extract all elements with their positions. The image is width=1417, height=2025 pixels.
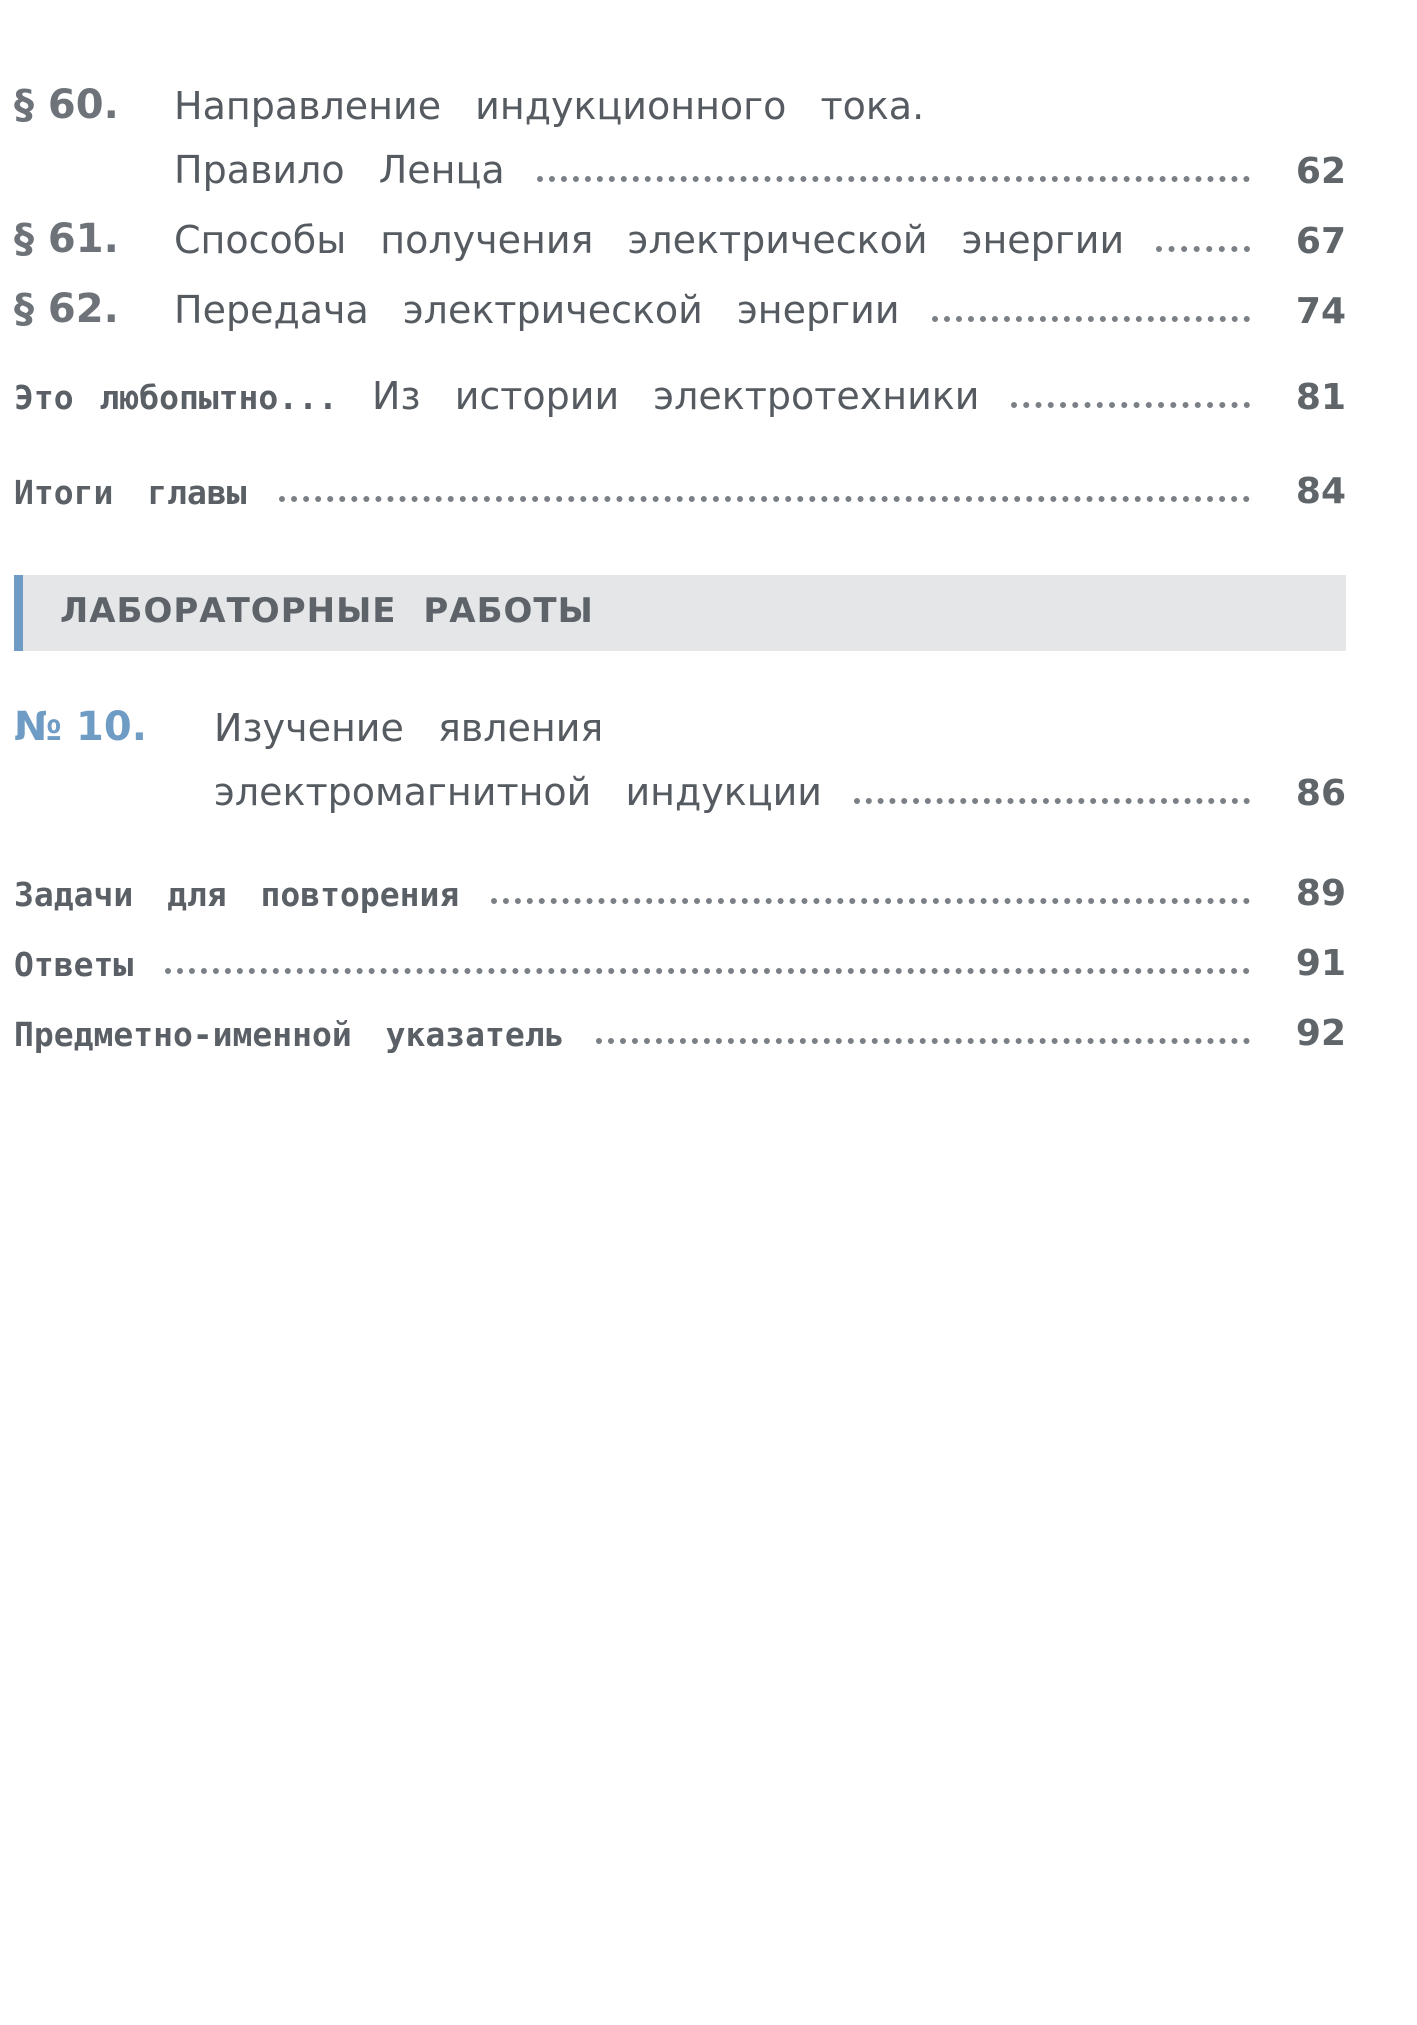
page-number: 74 [1295,291,1346,332]
toc-entry-lab-10[interactable] [14,692,1346,750]
toc-entry-curious[interactable] [14,332,1346,418]
curious-lead: Это любопытно... [14,378,338,417]
curious-topic: Из истории электротехники [371,374,980,418]
dot-leader [279,495,1250,502]
extra-title: Ответы [14,945,134,984]
page-number: 89 [1295,873,1346,914]
toc-entry-60-cont[interactable] [14,128,1346,192]
section-number: § 61. [14,216,119,262]
dot-leader [165,967,1250,974]
lab-works-header [14,575,1346,651]
toc-entry-index[interactable] [14,984,1346,1054]
table-of-contents [14,70,1346,512]
section-number: § 62. [14,286,119,332]
dot-leader [491,897,1250,904]
dot-leader [932,315,1250,322]
toc-entry-review-problems[interactable] [14,814,1346,914]
page-number: 92 [1295,1013,1346,1054]
extra-title: Задачи для повторения [14,875,460,914]
toc-entry-61[interactable] [14,192,1346,262]
lab-works-heading: ЛАБОРАТОРНЫЕ РАБОТЫ [60,591,594,631]
section-title: Способы получения электрической энергии [174,218,1125,262]
page-number: 62 [1295,151,1346,192]
extra-title: Предметно-именной указатель [14,1015,565,1054]
page-number: 81 [1295,377,1346,418]
dot-leader [1011,401,1250,408]
section-title: Направление индукционного тока. [174,84,925,128]
lab-number: № 10. [14,704,147,750]
page-number: 84 [1295,471,1346,512]
dot-leader [1156,245,1250,252]
page-number: 67 [1295,221,1346,262]
section-title: Передача электрической энергии [174,288,900,332]
page-number: 91 [1295,943,1346,984]
header-accent-bar [14,575,23,651]
summary-title: Итоги главы [14,473,247,512]
toc-entry-answers[interactable] [14,914,1346,984]
page-number: 86 [1295,773,1346,814]
curious-title [14,374,979,418]
dot-leader [596,1037,1250,1044]
section-title-cont: Правило Ленца [174,148,505,192]
dot-leader [854,797,1250,804]
toc-entry-lab-10-cont[interactable] [14,750,1346,814]
toc-entry-62[interactable] [14,262,1346,332]
section-number: § 60. [14,82,119,128]
lab-title-cont: электромагнитной индукции [214,770,822,814]
lab-title: Изучение явления [214,706,604,750]
lab-toc [14,692,1346,1054]
toc-entry-summary[interactable] [14,418,1346,512]
toc-entry-60[interactable] [14,70,1346,128]
dot-leader [537,175,1250,182]
